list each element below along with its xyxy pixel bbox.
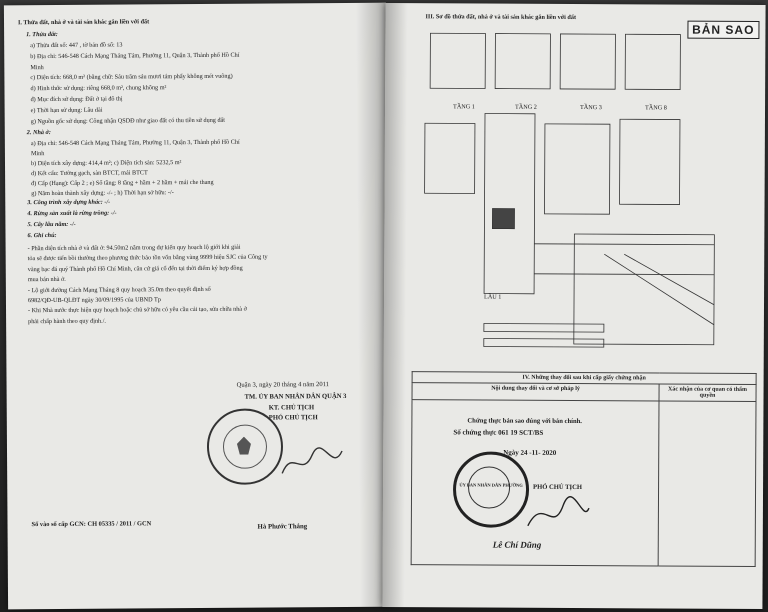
notes-line: - Lộ giới đường Cách Mạng Tháng 8 quy hoạch 35.0m theo quyết định số (27, 285, 211, 294)
land-title: 1. Thửa đất: (26, 30, 58, 39)
house-line: b) Diện tích xây dựng: 414,4 m²; c) Diện tích sàn: 5232,5 m² (30, 159, 182, 168)
issuer-role-2: PHÓ CHỦ TỊCH (268, 414, 318, 422)
plan-label-4: TẦNG 8 (645, 104, 667, 112)
signer-name: Hà Phước Thắng (257, 523, 308, 531)
site-plan-diagram (414, 23, 736, 355)
notes-line: phải chấp hành theo quy định./. (28, 317, 106, 325)
section3-title: III. Sơ đồ thửa đất, nhà ở và tài sản khác gắn liền với đất (425, 13, 577, 22)
land-line: d) Hình thức sử dụng: riêng 668,0 m², chung không m² (30, 84, 167, 93)
left-page (4, 3, 390, 610)
changes-col-content: Nội dung thay đổi và cơ sở pháp lý (412, 383, 659, 401)
house-line: đ) Cấp (Hạng): Cấp 2 ; e) Số tầng: 8 tầng + hầm + 2 hầm + mái che thang (31, 178, 214, 188)
plan-label-2: TẦNG 2 (515, 103, 537, 111)
plan-label-1: TẦNG 1 (453, 103, 475, 111)
issuer-role: KT. CHỦ TỊCH (268, 404, 315, 412)
copy-certification: Chứng thực bản sao đúng với bản chính. (467, 417, 582, 426)
right-page (382, 3, 765, 609)
land-line: g) Nguồn gốc sử dụng: Công nhận QSDĐ như giao đất có thu tiền sử dụng đất (30, 116, 226, 125)
land-line: c) Diện tích: 668,0 m² (bằng chữ: Sáu trăm sáu mươi tám phẩy không mét vuông) (30, 73, 233, 82)
issuer-org: TM. ỦY BAN NHÂN DÂN QUẬN 3 (244, 392, 347, 401)
signature-mark (277, 443, 347, 483)
plan-label-5: LẦU 1 (484, 293, 502, 301)
item-forest: 4. Rừng sản xuất là rừng trồng: -/- (27, 209, 117, 218)
plan-label-3: TẦNG 3 (580, 104, 602, 112)
cert-number: Số vào sổ cấp GCN: CH 05335 / 2011 / GCN (31, 520, 152, 529)
notes-line: vàng bạc đá quý Thành phố Hồ Chí Minh, căn cứ giá cổ đến tại thời điểm ký hợp đồng (27, 264, 243, 273)
ward-seal: ỦY BAN NHÂN DÂN PHƯỜNG (453, 451, 529, 527)
land-line: b) Địa chỉ: 546-548 Cách Mạng Tháng Tám, Phường 11, Quận 3, Thành phố Hồ Chí (30, 51, 240, 60)
notes-line: 6982/QĐ-UB-QLĐT ngày 30/09/1995 của UBND Tp (27, 296, 161, 305)
notes-line: - Phần diện tích nhà ở và đất ở: 94.50m2 nằm trong dự kiến quy hoạch lộ giới khi giải (27, 243, 241, 253)
house-line: d) Kết cấu: Tường gạch, sàn BTCT, mái BTCT (31, 169, 148, 178)
ward-sign-role: PHÓ CHỦ TỊCH (533, 483, 583, 492)
notes-line: - Khi Nhà nước thực hiện quy hoạch hoặc chủ sở hữu có yêu cầu cải tạo, sửa chữa nhà ở (28, 306, 247, 315)
house-line: g) Năm hoàn thành xây dựng: -/- ; h) Thời hạn sở hữu: -/- (31, 189, 174, 198)
section4-title: IV. Những thay đổi sau khi cấp giấy chứng nhận (412, 372, 756, 385)
item-trees: 5. Cây lâu năm: -/- (27, 220, 76, 229)
house-title: 2. Nhà ở: (26, 129, 51, 137)
item-notes: 6. Ghi chú: (27, 231, 57, 240)
notes-line: tỏa sẽ được tiến bồi thường theo phương thức bảo tồn vốn bằng vàng 9999 hiệu SJC của Công ty (27, 253, 268, 263)
ward-signature-mark (523, 496, 593, 536)
official-seal (207, 408, 284, 485)
ward-signer-name: Lê Chí Dũng (492, 539, 542, 550)
copy-cert-number: Số chứng thực 061 19 SCT/BS (453, 428, 544, 437)
house-line: a) Địa chỉ: 546-548 Cách Mạng Tháng Tám, Phường 11, Quận 3, Thành phố Hồ Chí (30, 138, 240, 148)
land-line: đ) Mục đích sử dụng: Đất ở tại đô thị (30, 95, 123, 104)
copy-cert-date: Ngày 24 -11- 2020 (503, 448, 557, 457)
section1-title: I. Thửa đất, nhà ở và tài sản khác gắn liền với đất (17, 18, 150, 27)
land-line: a) Thửa đất số: 447 , tờ bản đồ số: 13 (30, 41, 123, 50)
copy-stamp: BẢN SAO (687, 21, 759, 39)
land-line: Minh (30, 63, 44, 71)
item-other-works: 3. Công trình xây dựng khác: -/- (27, 198, 111, 207)
land-line: e) Thời hạn sử dụng: Lâu dài (30, 106, 103, 114)
changes-col-confirm: Xác nhận của cơ quan có thẩm quyền (659, 384, 756, 402)
house-line: Minh (30, 150, 45, 158)
notes-line: mua bán nhà ở. (27, 276, 66, 284)
issue-date: Quận 3, ngày 20 tháng 4 năm 2011 (236, 381, 329, 389)
